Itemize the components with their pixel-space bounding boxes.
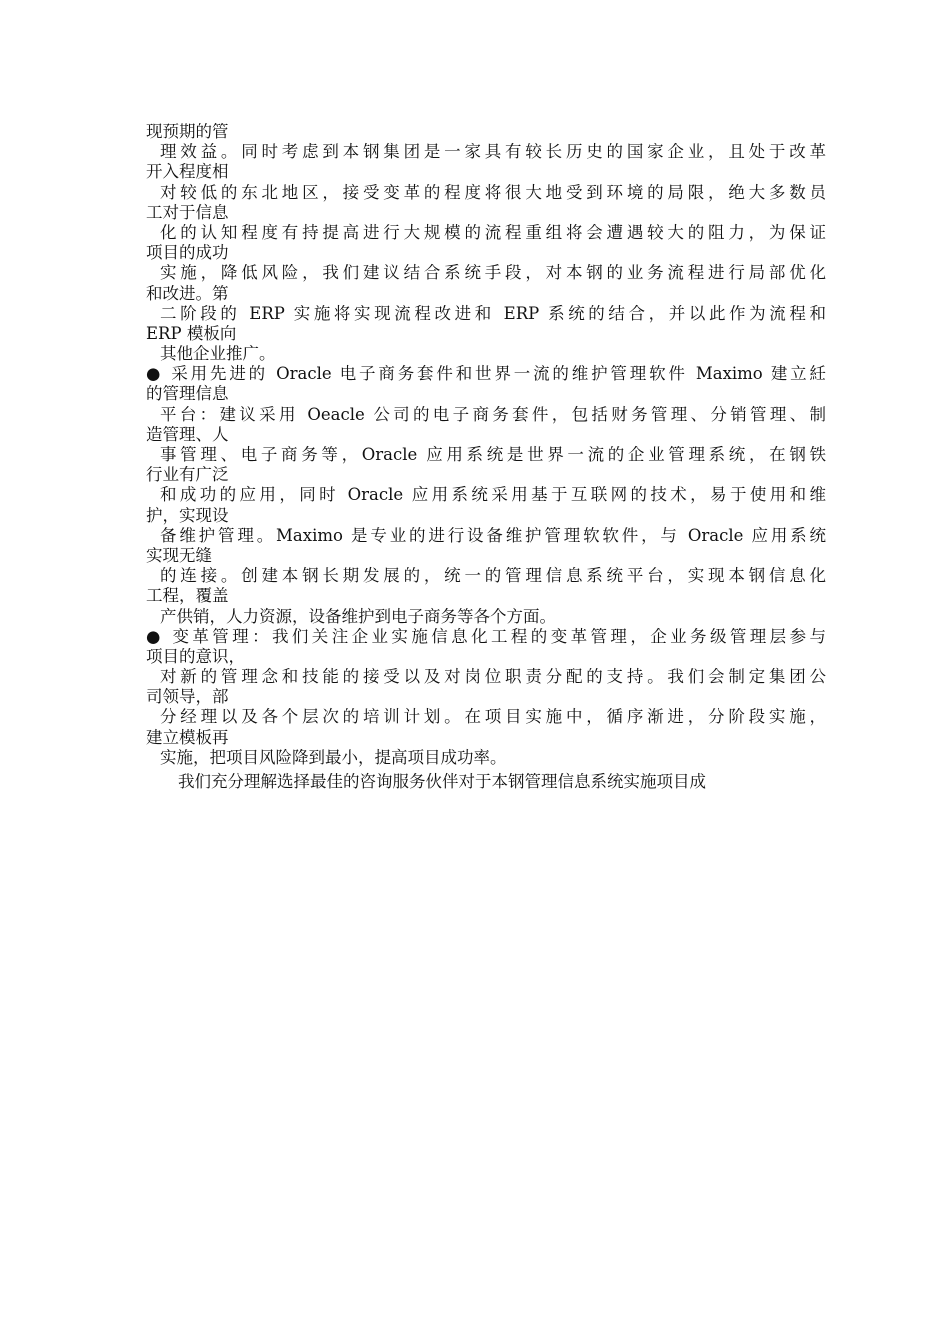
text-line: 项目的意识，	[146, 646, 245, 666]
body-text	[146, 122, 826, 768]
text-line: 对新的管理念和技能的接受以及对岗位职责分配的支持。我们会制定集团公	[160, 667, 826, 687]
text-line: 分经理以及各个层次的培训计划。在项目实施中，循序渐进，分阶段实施，	[160, 707, 826, 727]
text-line: 对较低的东北地区，接受变革的程度将很大地受到环境的局限，绝大多数员	[160, 182, 826, 202]
text-line: 工程，覆盖	[146, 586, 229, 606]
text-line: 工对于信息	[146, 202, 229, 222]
text-line: 事管理、电子商务等，Oracle 应用系统是世界一流的企业管理系统，在钢铁	[160, 445, 826, 464]
text-line: 平台：建议采用 Oeacle 公司的电子商务套件，包括财务管理、分销管理、制	[160, 404, 826, 424]
text-line: 二阶段的 ERP 实施将实现流程改进和 ERP 系统的结合，并以此作为流程和	[160, 303, 826, 323]
text-line: 其他企业推广。	[160, 344, 276, 364]
text-line: ERP 模板向	[146, 323, 237, 343]
text-line: 护，实现设	[146, 505, 229, 525]
text-line: 司领导，部	[146, 687, 229, 707]
text-line: 实现无缝	[146, 545, 212, 565]
text-line: 的连接。创建本钢长期发展的，统一的管理信息系统平台，实现本钢信息化	[160, 566, 826, 586]
text-line: ● 变革管理：我们关注企业实施信息化工程的变革管理，企业务级管理层参与	[146, 626, 826, 646]
text-line: 造管理、人	[146, 424, 229, 444]
text-line: 产供销，人力资源，设备维护到电子商务等各个方面。	[160, 606, 556, 626]
closing-paragraph: 我们充分理解选择最佳的咨询服务伙伴对于本钢管理信息系统实施项目成	[178, 772, 706, 791]
text-line: 实施，降低风险，我们建议结合系统手段，对本钢的业务流程进行局部优化	[160, 263, 826, 283]
text-line: 建立模板再	[146, 727, 229, 747]
text-line: 开入程度相	[146, 162, 229, 182]
text-line: 化的认知程度有持提高进行大规模的流程重组将会遭遇较大的阻力，为保证	[160, 222, 826, 242]
text-line: 行业有广泛	[146, 465, 229, 485]
text-line: 项目的成功	[146, 243, 229, 263]
text-line: 和改进。第	[146, 283, 229, 303]
text-line: 备维护管理。Maximo 是专业的进行设备维护管理软软件，与 Oracle 应用系统	[160, 525, 826, 545]
text-line: 的管理信息	[146, 384, 229, 404]
text-line: 现预期的管	[146, 122, 229, 141]
text-line: 实施，把项目风险降到最小，提高项目成功率。	[160, 747, 507, 767]
text-line: 和成功的应用，同时 Oracle 应用系统采用基于互联网的技术，易于使用和维	[160, 485, 826, 505]
text-line: 理效益。同时考虑到本钢集团是一家具有较长历史的国家企业，且处于改革	[160, 142, 826, 162]
text-line: ● 采用先进的 Oracle 电子商务套件和世界一流的维护管理软件 Maximo 建立紝	[146, 364, 826, 384]
